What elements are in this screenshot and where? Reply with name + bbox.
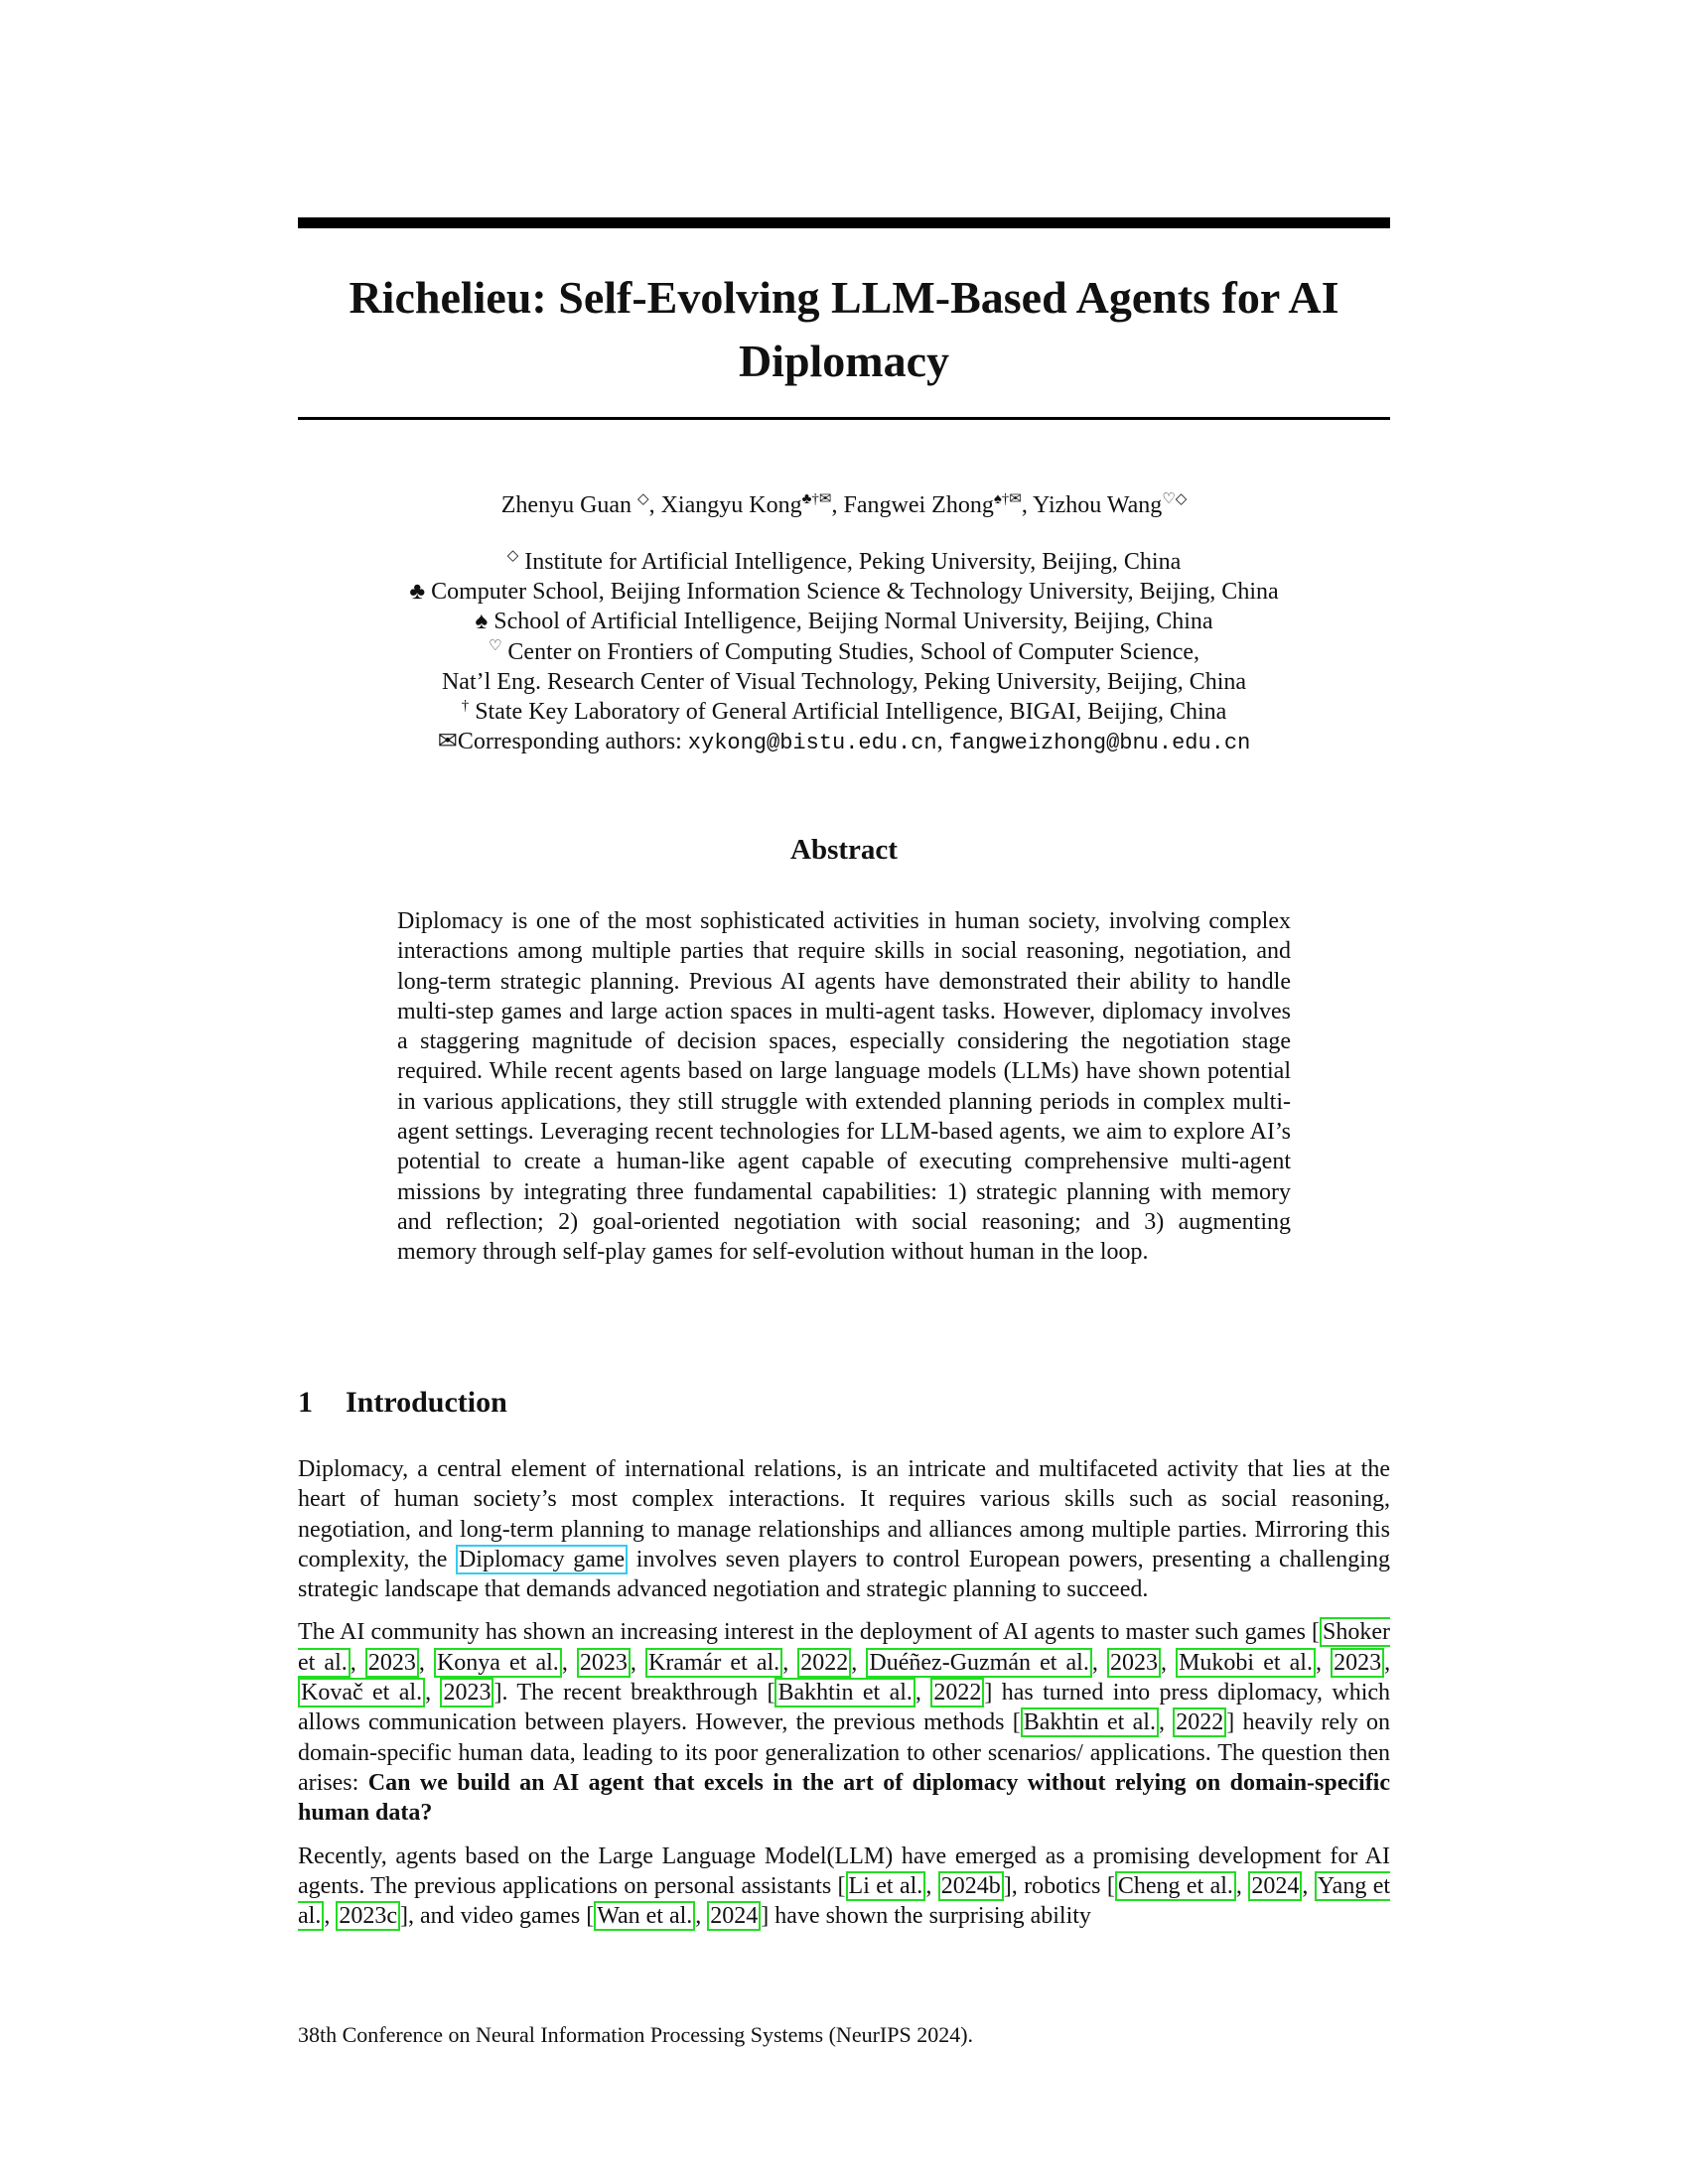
text-run: ] has turned into press diplomacy, which allows communication between players. However, the previous methods [ [298, 1680, 1391, 1736]
affiliation [298, 577, 1390, 607]
citation-year-link[interactable]: 2022 [1173, 1707, 1226, 1737]
author-name: Zhenyu Guan [500, 492, 633, 518]
citation-link[interactable]: Li et al. [846, 1871, 926, 1901]
paragraph: Recently, agents based on the Large Language Model(LLM) have emerged as a promising development for AI agents. The previous applications on personal assistants [ Li et al. , 2024b ], robotics [ Cheng et al. , 2024 , Yang et al. , 2023c ], and video games [ Wan et al. , 2024 ] have shown the surprising ability [298, 1843, 1391, 1930]
affiliation-mark: ♣ [409, 579, 426, 606]
citation-year-link[interactable]: 2024b [938, 1871, 1004, 1901]
citation-link[interactable]: Wan et al. [594, 1901, 695, 1931]
affiliation-list [298, 547, 1390, 758]
text-run: ]. The recent breakthrough [ [493, 1680, 775, 1706]
text-run: involves seven players to control European powers, presenting a challenging strategic landscape that demands advanced negotiation and strategic planning to succeed. [298, 1546, 1390, 1603]
text-run: Recently, agents based on the Large Language Model(LLM) have emerged as a promising development for AI agents. The previous applications on personal assistants [ [298, 1843, 1390, 1899]
citation-year-link[interactable]: 2024 [1248, 1871, 1302, 1901]
text-run: ], and video games [ [399, 1903, 595, 1930]
citation-link[interactable]: Kovač et al. [298, 1678, 425, 1707]
citation-link[interactable]: Shoker et al. [298, 1619, 1390, 1676]
title-rule-bottom [298, 417, 1390, 420]
abstract-text: Diplomacy is one of the most sophisticated activities in human society, involving complex interactions among multiple parties that require skills in social reasoning, negotiation, and long-term strategic planning. Previous AI agents have demonstrated their ability to handle multi-step games and large action spaces in multi-agent tasks. However, diplomacy involves a staggering magnitude of decision spaces, especially considering the negotiation stage required. While recent agents based on large language models (LLMs) have shown potential in various applications, they still struggle with extended planning periods in complex multi-agent settings. Leveraging recent technologies for LLM-based agents, we aim to explore AI’s potential to create a human-like agent capable of executing comprehensive multi-agent missions by integrating three fundamental capabilities: 1) strategic planning with memory and reflection; 2) goal-oriented negotiation with social reasoning; and 3) augmenting memory through self-play games for self-evolution without human in the loop. [397, 908, 1291, 1266]
paper-title: Richelieu: Self-Evolving LLM-Based Agents for AI Diplomacy [349, 272, 1339, 386]
text-run: ], robotics [ [1003, 1872, 1115, 1899]
title-rule-top [298, 217, 1390, 228]
citation-link[interactable]: Bakhtin et al. [774, 1678, 914, 1707]
affiliation-text: Center on Frontiers of Computing Studies, School of Computer Science, [507, 638, 1200, 665]
paper-page [298, 0, 1390, 2184]
citation-year-link[interactable]: 2023 [365, 1648, 419, 1678]
email-link[interactable]: xykong@bistu.edu.cn [687, 731, 937, 756]
corresponding-authors: ✉Corresponding authors: xykong@bistu.edu.cn, fangweizhong@bnu.edu.cn [437, 729, 1251, 756]
section-heading [298, 1385, 507, 1421]
author-marks: ♠†✉ [993, 491, 1022, 507]
citation-year-link[interactable]: 2023 [440, 1678, 493, 1707]
affiliation-mark: ◇ [506, 548, 519, 564]
affiliation-text: Institute for Artificial Intelligence, Peking University, Beijing, China [524, 549, 1182, 575]
citation-year-link[interactable]: 2022 [797, 1648, 851, 1678]
citation-year-link[interactable]: 2023 [1107, 1648, 1161, 1678]
author-marks: ♡◇ [1162, 491, 1188, 507]
paragraph [298, 1454, 1390, 1604]
citation-year-link[interactable]: 2023c [336, 1901, 400, 1931]
affiliation-mark: ♡ [488, 637, 502, 654]
research-question: Can we build an AI agent that excels in the art of diplomacy without relying on domain-specific human data? [298, 1769, 1390, 1827]
author-name: Yizhou Wang [1032, 492, 1163, 518]
affiliation-mark: † [461, 698, 470, 715]
citation-link[interactable]: Bakhtin et al. [1021, 1707, 1159, 1737]
body-text [298, 1454, 1390, 1944]
affiliation-text: Computer School, Beijing Information Science & Technology University, Beijing, China [431, 579, 1279, 606]
author-marks: ♣†✉ [801, 491, 832, 507]
external-link[interactable]: Diplomacy game [456, 1545, 628, 1574]
section-number: 1 [298, 1386, 313, 1419]
text-run: Diplomacy, a central element of international relations, is an intricate and multifaceted activity that lies at the heart of human society’s most complex interactions. It requires various skills such as social reasoning, negotiation, and long-term planning to manage relationships and alliances among multiple parties. Mirroring this complexity, the [298, 1456, 1390, 1572]
text-run: ] have shown the surprising ability [761, 1903, 1091, 1930]
affiliation-text: Nat’l Eng. Research Center of Visual Technology, Peking University, Beijing, China [441, 668, 1247, 695]
citation-year-link[interactable]: 2023 [577, 1648, 631, 1678]
affiliation [298, 607, 1390, 636]
email-link[interactable]: fangweizhong@bnu.edu.cn [948, 731, 1251, 756]
citation-link[interactable]: Duéñez-Guzmán et al. [866, 1648, 1091, 1678]
affiliation [298, 637, 1390, 667]
author-name: Fangwei Zhong [843, 492, 994, 518]
citation-year-link[interactable]: 2022 [930, 1678, 984, 1707]
abstract-heading: Abstract [790, 834, 898, 866]
author-list: Zhenyu Guan ◇, Xiangyu Kong♣†✉, Fangwei Zhong♠†✉, Yizhou Wang♡◇ [500, 491, 1188, 518]
affiliation [298, 547, 1390, 577]
citation-year-link[interactable]: 2024 [707, 1901, 761, 1931]
author-name: Xiangyu Kong [660, 492, 802, 518]
citation-link[interactable]: Kramár et al. [645, 1648, 782, 1678]
citation-link[interactable]: Cheng et al. [1115, 1871, 1236, 1901]
text-run: ] heavily rely on domain-specific human data, leading to its poor generalization to other scenarios/ applications. The question then arises: [298, 1709, 1391, 1796]
citation-link[interactable]: Yang et al. [298, 1872, 1391, 1930]
affiliation-mark: ♠ [475, 609, 489, 635]
section-title: Introduction [346, 1386, 507, 1419]
citation-link[interactable]: Mukobi et al. [1176, 1648, 1316, 1678]
corresponding-label: ✉Corresponding authors: [437, 729, 682, 755]
citation-link[interactable]: Konya et al. [434, 1648, 562, 1678]
affiliation-text: State Key Laboratory of General Artificial Intelligence, BIGAI, Beijing, China [475, 699, 1227, 726]
affiliation-text: School of Artificial Intelligence, Beijing Normal University, Beijing, China [493, 609, 1213, 635]
affiliation [298, 667, 1390, 697]
citation-year-link[interactable]: 2023 [1331, 1648, 1384, 1678]
author-marks: ◇ [637, 491, 649, 507]
text-run: The AI community has shown an increasing interest in the deployment of AI agents to master such games [ [298, 1619, 1320, 1646]
affiliation [298, 697, 1390, 727]
conference-footnote: 38th Conference on Neural Information Processing Systems (NeurIPS 2024). [298, 2022, 974, 2047]
paragraph: The AI community has shown an increasing interest in the deployment of AI agents to master such games [ Shoker et al. , 2023 , Konya et al. , 2023 , Kramár et al. , 2022 , Duéñez-Guzmán et al. , 2023 , Mukobi et al. , 2023 , Kovač et al. , 2023 ]. The recent breakthrough [ Bakhtin et al. , 2022 ] has turned into press diplomacy, which allows communication between players. However, the previous methods [ Bakhtin et al. , 2022 ] heavily rely on domain-specific human data, leading to its poor generalization to other scenarios/ applications. The question then arises: Can we build an AI agent that excels in the art of diplomacy without relying on domain-specific human data? [298, 1619, 1391, 1827]
